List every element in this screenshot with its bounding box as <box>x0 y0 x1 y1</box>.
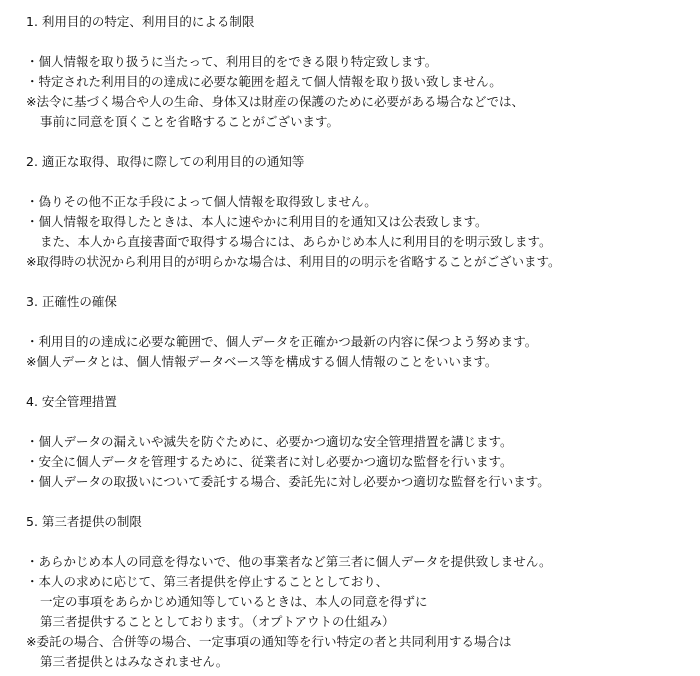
section-line: ・あらかじめ本人の同意を得ないで、他の事業者など第三者に個人データを提供致しません。 <box>26 554 552 569</box>
section-line: ・個人データの取扱いについて委託する場合、委託先に対し必要かつ適切な監督を行います。 <box>26 474 550 489</box>
section-line: ・個人情報を取り扱うに当たって、利用目的をできる限り特定致します。 <box>26 54 438 69</box>
section-line: ・本人の求めに応じて、第三者提供を停止することとしており、 <box>26 574 389 589</box>
section-line: ・特定された利用目的の達成に必要な範囲を超えて個人情報を取り扱い致しません。 <box>26 74 502 89</box>
section-line: ・個人情報を取得したときは、本人に速やかに利用目的を通知又は公表致します。 <box>26 214 488 229</box>
section-line: ・偽りその他不正な手段によって個人情報を取得致しません。 <box>26 194 377 209</box>
section-line-continuation: 一定の事項をあらかじめ通知等しているときは、本人の同意を得ずに <box>40 594 428 609</box>
section-note: ※個人データとは、個人情報データベース等を構成する個人情報のことをいいます。 <box>26 354 498 369</box>
section-heading: 5. 第三者提供の制限 <box>26 514 142 529</box>
section-heading: 4. 安全管理措置 <box>26 394 117 409</box>
section-note: ※法令に基づく場合や人の生命、身体又は財産の保護のために必要がある場合などでは、 <box>26 94 524 109</box>
section-heading: 1. 利用目的の特定、利用目的による制限 <box>26 14 255 29</box>
section-note: ※委託の場合、合併等の場合、一定事項の通知等を行い特定の者と共同利用する場合は <box>26 634 512 649</box>
section-line: ・個人データの漏えいや滅失を防ぐために、必要かつ適切な安全管理措置を講じます。 <box>26 434 513 449</box>
section-note: ※取得時の状況から利用目的が明らかな場合は、利用目的の明示を省略することがございます。 <box>26 254 561 269</box>
section-line: ・安全に個人データを管理するために、従業者に対し必要かつ適切な監督を行います。 <box>26 454 513 469</box>
section-heading: 3. 正確性の確保 <box>26 294 117 309</box>
section-heading: 2. 適正な取得、取得に際しての利用目的の通知等 <box>26 154 305 169</box>
section-line-continuation: 第三者提供することとしております。（オプトアウトの仕組み） <box>40 614 395 629</box>
section-line-continuation: また、本人から直接書面で取得する場合には、あらかじめ本人に利用目的を明示致します。 <box>40 234 552 249</box>
section-line: ・利用目的の達成に必要な範囲で、個人データを正確かつ最新の内容に保つよう努めます。 <box>26 334 538 349</box>
section-note-continuation: 第三者提供とはみなされません。 <box>40 654 229 669</box>
section-note-continuation: 事前に同意を頂くことを省略することがございます。 <box>40 114 340 129</box>
